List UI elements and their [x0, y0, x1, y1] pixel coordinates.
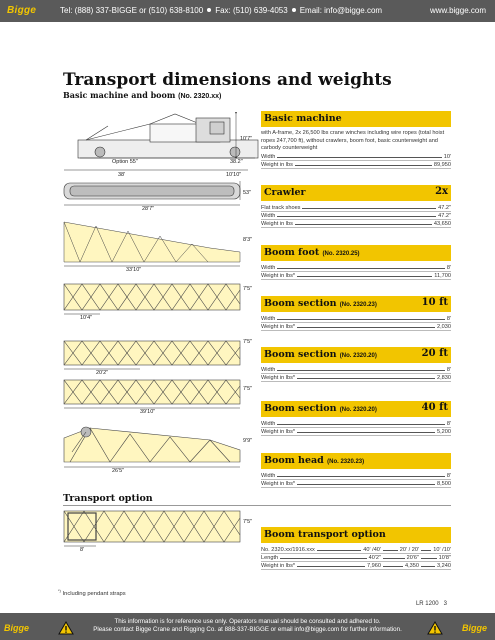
warning-icon [427, 621, 443, 635]
footnote: *) Including pendant straps [58, 588, 126, 597]
spec-row: Width 8' [261, 473, 451, 479]
s40-length-label: 39'10" [140, 409, 156, 415]
head-height-label: 9'9" [243, 438, 253, 444]
spec-qty: 20 ft [421, 348, 448, 359]
spec-section-10 [261, 296, 451, 331]
foot-length-label: 33'10" [126, 267, 142, 273]
spec-title: Boom section (No. 2320.20) [264, 403, 377, 414]
spec-description: with A-frame, 2x 26,500 lbs crane winches including wire ropes (total hoist ropes 247,700 ft), without crawlers, boom foot, basic counterweight and carbody counterweight [261, 130, 445, 152]
spec-row: Weight in lbs 89,950 [261, 161, 451, 168]
spec-row: Weight in lbs* 11,700 [261, 273, 451, 279]
spec-row: Flat track shoes 47.2" [261, 205, 451, 211]
spec-row: Width 8' [261, 316, 451, 322]
divider [63, 505, 451, 506]
foot-height-label: 8'3" [243, 237, 253, 243]
s20-length-label: 20'2" [96, 370, 109, 376]
spec-row: Width 8' [261, 265, 451, 271]
email-link[interactable]: Email: info@bigge.com [299, 6, 383, 15]
subtitle-code: (No. 2320.xx) [178, 93, 222, 100]
spec-qty: 10 ft [421, 297, 448, 308]
spec-header [261, 245, 451, 261]
warning-icon [58, 621, 74, 635]
crawler-drawing [64, 183, 240, 199]
spec-qty: 40 ft [421, 402, 448, 413]
spec-title: Boom section (No. 2320.23) [264, 298, 377, 309]
spec-title: Basic machine [264, 113, 342, 124]
spec-header [261, 296, 451, 312]
spec-header [261, 185, 451, 201]
spec-row: No. 2320.xx/1916.xxx 40' /40' 20' / 20' 10' /10' [261, 547, 451, 553]
s10-height-label: 7'5" [243, 286, 253, 292]
crawler-height-label: 53" [243, 190, 252, 196]
section-20-drawing [64, 341, 240, 365]
section-40-drawing [64, 380, 240, 404]
s20-height-label: 7'5" [243, 339, 253, 345]
transport-height-label: 7'5" [243, 519, 253, 525]
spec-row: Weight in lbs 43,650 [261, 221, 451, 227]
spec-row: Length 40'2" 20'6" 10'8" [261, 555, 451, 561]
website-link[interactable]: www.bigge.com [429, 6, 486, 15]
basic-machine-drawing [78, 114, 258, 158]
spec-title: Boom head (No. 2320.23) [264, 455, 365, 466]
spec-title: Boom section (No. 2320.20) [264, 349, 377, 360]
machine-option-label: Option 55" [112, 159, 138, 165]
spec-header [261, 401, 451, 417]
spec-row: Weight in lbs* 8,500 [261, 481, 451, 487]
spec-header [261, 527, 451, 543]
bigge-logo: Bigge [461, 623, 487, 633]
spec-title: Crawler [264, 187, 306, 198]
spec-row: Weight in lbs* 5,200 [261, 429, 451, 435]
spec-row: Width 8' [261, 367, 451, 373]
spec-title: Boom transport option [264, 529, 386, 540]
s10-length-label: 10'4" [80, 315, 93, 321]
spec-header [261, 453, 451, 469]
footer-note [80, 618, 415, 635]
s40-height-label: 7'5" [243, 386, 253, 392]
bigge-logo: Bigge [4, 623, 30, 633]
spec-boom-foot [261, 245, 451, 280]
spec-row: Width 10' [261, 153, 451, 160]
boom-foot-drawing [64, 222, 240, 262]
spec-section-40 [261, 401, 451, 436]
spec-boom-head [261, 453, 451, 488]
page-title: Transport dimensions and weights [63, 70, 392, 90]
footer-bar [0, 613, 495, 640]
crawler-length-label: 28'7" [142, 206, 155, 212]
boom-head-drawing [64, 427, 240, 462]
spec-row: Width 47.2" [261, 213, 451, 219]
machine-height-label: 10'7" [240, 136, 253, 142]
spec-qty: 2x [435, 186, 448, 197]
spec-boom-transport [261, 527, 451, 570]
bigge-logo: Bigge [7, 5, 37, 16]
head-length-label: 26'5" [112, 468, 125, 474]
spec-row: Weight in lbs* 2,830 [261, 375, 451, 381]
transport-length-label: 8' [80, 547, 85, 553]
fax-text: Fax: (510) 639-4053 [215, 6, 288, 15]
page-reference: LR 1200 3 [415, 601, 447, 607]
spec-section-20 [261, 347, 451, 382]
machine-length-a-label: 38' [118, 172, 126, 178]
phone-text: Tel: (888) 337-BIGGE or (510) 638-8100 [60, 6, 204, 15]
subtitle-text: Basic machine and boom [63, 90, 176, 100]
section-10-drawing [64, 284, 240, 310]
spec-crawler [261, 185, 451, 228]
spec-row: Weight in lbs* 7,960 4,350 3,240 [261, 563, 451, 569]
spec-title: Boom foot (No. 2320.25) [264, 247, 360, 258]
spec-header [261, 347, 451, 363]
spec-row: Weight in lbs* 2,030 [261, 324, 451, 330]
footer-line-1: This information is for reference use only. Operators manual should be consulted and adhered to. [114, 618, 381, 625]
footer-line-2: Please contact Bigge Crane and Rigging Co. at 888-337-BIGGE or email info@bigge.com for further information. [93, 626, 402, 634]
transport-option-drawing [64, 511, 240, 542]
spec-row: Width 8' [261, 421, 451, 427]
machine-clearance-label: 38.2" [230, 159, 243, 165]
transport-option-heading: Transport option [63, 493, 153, 504]
spec-header [261, 111, 451, 127]
machine-length-b-label: 10'10" [226, 172, 242, 178]
spec-basic-machine [261, 111, 451, 169]
